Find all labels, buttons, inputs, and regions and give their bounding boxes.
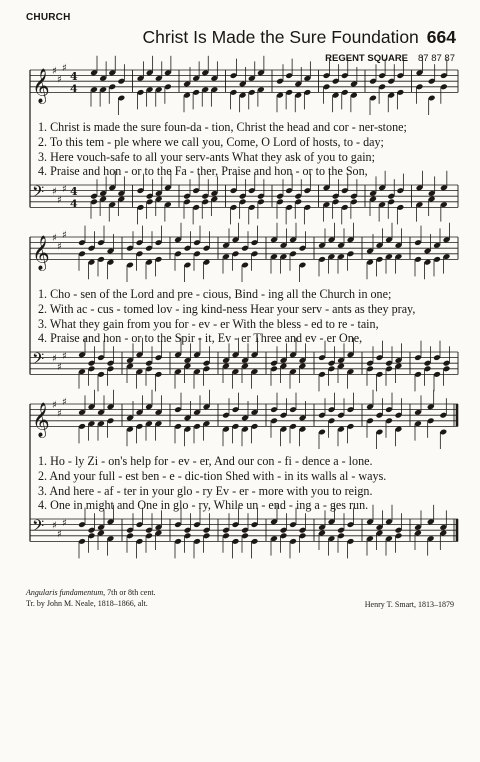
lyric-line: 2. With ac - cus - tomed lov - ing kind-ness Hear your serv - ants as they pray, <box>38 301 416 316</box>
lyric-line: 2. To this tem - ple where we call you, Come, O Lord of hosts, to - day; <box>38 134 384 149</box>
lyric-line: 1. Ho - ly Zi - on's help for - ev - er, And our con - fi - dence a - lone. <box>38 454 373 468</box>
tune-name: REGENT SQUARE <box>325 53 409 64</box>
section-label: CHURCH <box>26 12 71 23</box>
time-signature-icon: 4 <box>70 82 78 96</box>
sharp-icon: ♯ <box>57 408 62 420</box>
tune-meter: 87 87 87 <box>418 53 455 64</box>
text-source-line <box>26 587 156 598</box>
time-signature-icon: 4 <box>70 197 78 211</box>
treble-clef-icon: 𝄞 <box>32 235 50 271</box>
lyric-line: 4. Praise and hon - or to the Spir - it, Ev - er Three and ev - er One, <box>38 331 363 346</box>
sharp-icon: ♯ <box>52 66 57 77</box>
bass-clef-icon: 𝄢 <box>32 350 45 373</box>
treble-clef-icon: 𝄞 <box>32 402 50 438</box>
lyrics-system-2 <box>38 287 458 346</box>
sharp-icon: ♯ <box>52 520 57 532</box>
text-date: , 7th or 8th cent. <box>103 588 156 597</box>
lyric-line: 3. Here vouch-safe to all your serv-ants What they ask of you to gain; <box>38 149 375 164</box>
sharp-icon: ♯ <box>62 183 67 195</box>
text-credit <box>26 587 156 609</box>
lyric-line: 2. And your full - est ben - e - dic-tion Shed with - in its walls al - ways. <box>38 468 387 483</box>
sharp-icon: ♯ <box>57 195 62 206</box>
lyric-line: 3. What they gain from you for - ev - er With the bless - ed to re - tain, <box>38 316 379 331</box>
lyric-line: 3. And here - af - ter in your glo - ry Ev - er - more with you to reign. <box>38 483 373 498</box>
sharp-icon: ♯ <box>57 362 62 373</box>
hymn-title-text: Christ Is Made the Sure Foundation <box>142 27 419 47</box>
lyric-line: 1. Christ is made the sure foun-da - tion, Christ the head and cor - ner-stone; <box>38 120 407 134</box>
treble-clef-icon: 𝄞 <box>32 68 50 104</box>
sharp-icon: ♯ <box>62 350 67 362</box>
sharp-icon: ♯ <box>62 397 67 409</box>
sharp-icon: ♯ <box>57 529 62 540</box>
lyric-line: 4. One in might and One in glo - ry, While un - end - ing a - ges run. <box>38 498 369 513</box>
sharp-icon: ♯ <box>52 186 57 198</box>
lyrics-system-3 <box>38 454 458 513</box>
bass-clef-icon: 𝄢 <box>32 517 45 540</box>
bass-clef-icon: 𝄢 <box>32 183 45 206</box>
sharp-icon: ♯ <box>62 63 67 75</box>
sharp-icon: ♯ <box>52 233 57 244</box>
sharp-icon: ♯ <box>57 74 62 86</box>
text-source: Angularis fundamentum <box>26 588 104 597</box>
sharp-icon: ♯ <box>52 353 57 365</box>
hymn-number: 664 <box>426 27 456 47</box>
sharp-icon: ♯ <box>62 230 67 242</box>
lyric-line: 1. Cho - sen of the Lord and pre - cious, Bind - ing all the Church in one; <box>38 287 392 301</box>
sharp-icon: ♯ <box>52 400 57 411</box>
translator-credit: Tr. by John M. Neale, 1818–1866, alt. <box>26 599 148 608</box>
time-signature-icon: 4 <box>70 185 78 199</box>
sharp-icon: ♯ <box>57 241 62 253</box>
time-signature-icon: 4 <box>70 70 78 84</box>
composer-credit: Henry T. Smart, 1813–1879 <box>364 600 454 609</box>
lyric-line: 4. Praise and hon - or to the Fa - ther, Praise and hon - or to the Son, <box>38 164 368 179</box>
lyrics-system-1 <box>38 120 458 179</box>
sharp-icon: ♯ <box>62 517 67 529</box>
